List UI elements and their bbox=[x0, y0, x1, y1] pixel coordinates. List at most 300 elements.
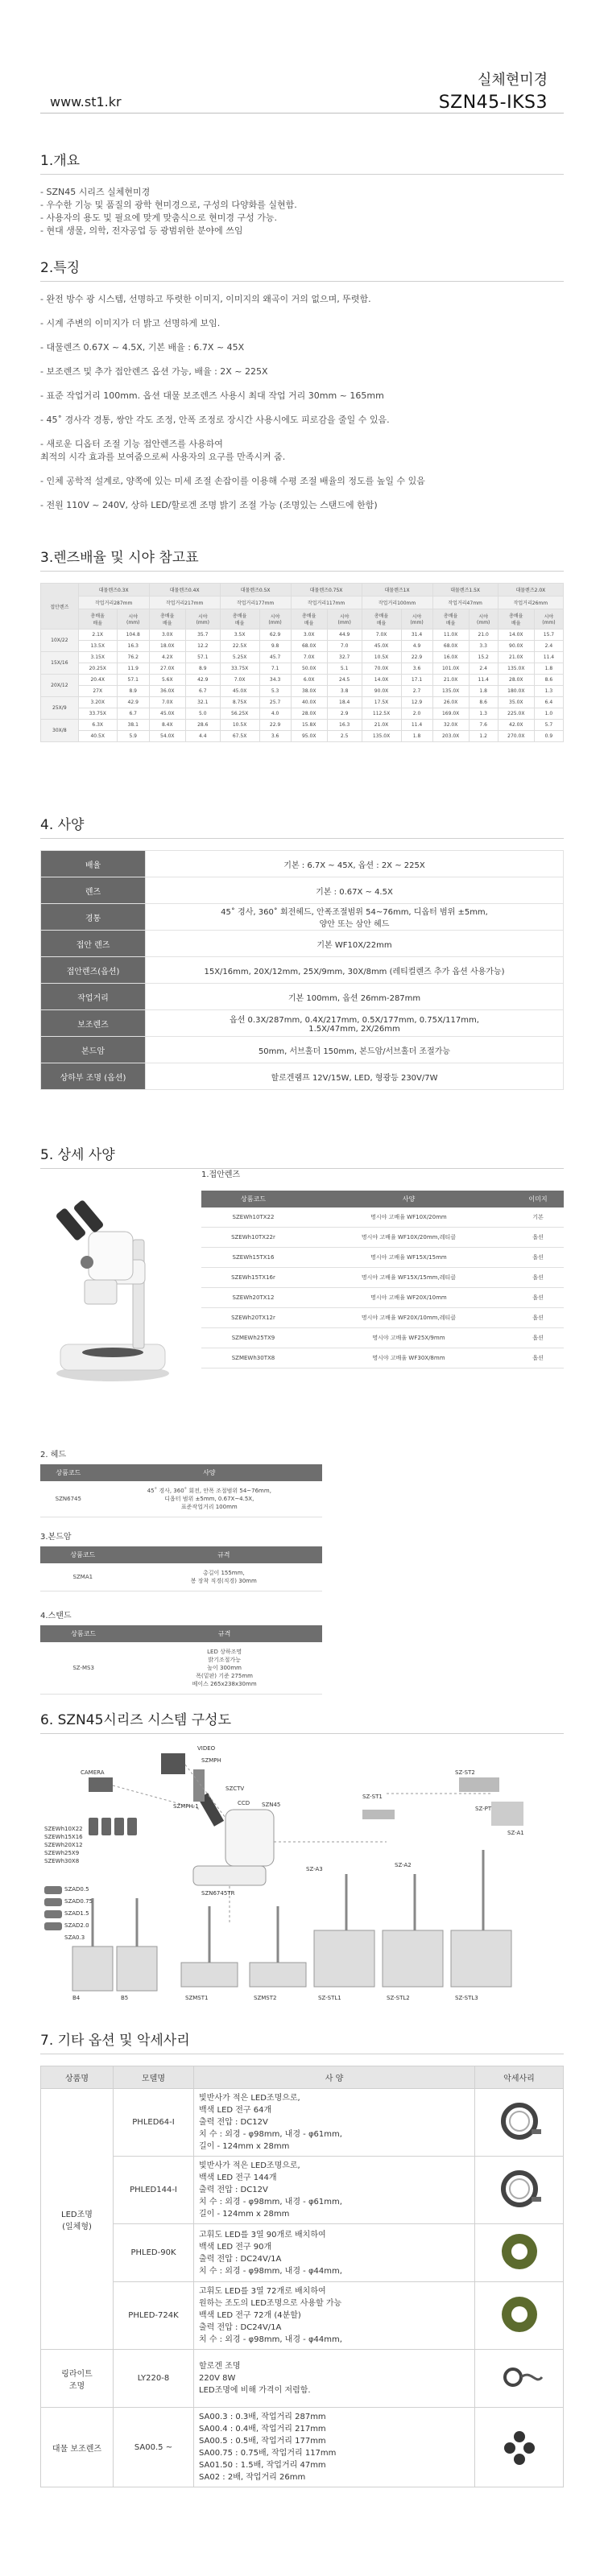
lens-value-cell: 67.5X bbox=[220, 731, 259, 742]
lens-value-cell: 34.3 bbox=[259, 675, 291, 686]
head-block bbox=[40, 1447, 322, 1517]
table-cell: 옵션 bbox=[512, 1348, 564, 1368]
header-divider bbox=[40, 113, 564, 114]
table-cell: SZN6745 bbox=[40, 1481, 97, 1517]
lens-value-cell: 2.0 bbox=[401, 708, 432, 720]
product-category: 실체현미경 bbox=[478, 72, 548, 89]
arm-title: 3.본드암 bbox=[40, 1533, 72, 1542]
lens-value-cell: 20.4X bbox=[78, 675, 117, 686]
column-header: 상품코드 bbox=[201, 1191, 305, 1208]
working-distance-header: 작업거리287mm bbox=[78, 597, 149, 609]
lens-value-cell: 10.5X bbox=[220, 720, 259, 731]
lens-value-cell: 4.0 bbox=[259, 708, 291, 720]
feature-item: - 전원 110V ~ 240V, 상하 LED/할로겐 조명 밝기 조절 가능 (조명있는 스탠드에 한함) bbox=[40, 500, 378, 510]
system-component-label: SZMST2 bbox=[254, 1995, 277, 2001]
lens-value-cell: 21.0X bbox=[362, 720, 401, 731]
spec-line: 고휘도 LED를 3열 72개로 배치하여 bbox=[199, 2287, 326, 2296]
field-of-view-header: 시야 (mm) bbox=[534, 609, 563, 630]
lens-value-cell: 33.75X bbox=[78, 708, 117, 720]
website-link[interactable]: www.st1.kr bbox=[50, 94, 122, 109]
lens-value-cell: 5.7 bbox=[534, 720, 563, 731]
spec-row bbox=[41, 1010, 564, 1037]
lens-value-cell: 2.4 bbox=[469, 663, 498, 675]
spec-value: 기본 WF10X/22mm bbox=[146, 931, 564, 957]
table-row bbox=[40, 1563, 322, 1591]
lens-value-cell: 56.25X bbox=[220, 708, 259, 720]
lens-value-cell: 7.0 bbox=[327, 641, 362, 652]
magnification-header: 총배율 배율 bbox=[498, 609, 534, 630]
lens-data-row bbox=[41, 652, 564, 663]
feature-item: - 새로운 디옵터 조절 기능 접안렌즈를 사용하여 최적의 시각 효과를 보여줌으로써 사용자의 요구를 만족시켜 줌. bbox=[40, 439, 286, 462]
lens-value-cell: 8.9 bbox=[117, 686, 149, 697]
spec-value: 기본 : 6.7X ~ 45X, 옵션 : 2X ~ 225X bbox=[146, 851, 564, 877]
column-header: 상품명 bbox=[41, 2066, 114, 2089]
system-component-label: SZAD1.5 bbox=[64, 1910, 89, 1917]
system-component-label: SZEWh10X22 bbox=[44, 1826, 83, 1832]
lens-value-cell: 0.9 bbox=[534, 731, 563, 742]
accessory-model: LY220-8 bbox=[114, 2350, 194, 2408]
column-header: 사양 bbox=[305, 1191, 512, 1208]
ring-light-icon bbox=[495, 2165, 544, 2213]
ring-light-icon bbox=[495, 2097, 544, 2145]
lens-value-cell: 7.0X bbox=[149, 697, 185, 708]
lens-value-cell: 3.5X bbox=[220, 630, 259, 641]
accessory-model: PHLED144-I bbox=[114, 2157, 194, 2224]
table-row bbox=[40, 1642, 322, 1695]
lens-data-row bbox=[41, 720, 564, 731]
accessory-model: PHLED-724K bbox=[114, 2282, 194, 2350]
feature-item: - 보조렌즈 및 추가 접안렌즈 옵션 가능, 배율 : 2X ~ 225X bbox=[40, 366, 268, 377]
system-component-label: B4 bbox=[72, 1995, 81, 2001]
accessory-spec bbox=[194, 2408, 475, 2487]
column-header: 상품코드 bbox=[40, 1546, 126, 1563]
spec-line: 백색 LED 전구 144개 bbox=[199, 2174, 277, 2182]
lens-value-cell: 32.7 bbox=[327, 652, 362, 663]
overview-item: - 우수한 기능 및 품질의 광학 현미경으로, 구성의 다양화를 실현함. bbox=[40, 200, 297, 210]
lens-value-cell: 8.6 bbox=[469, 697, 498, 708]
overview-title: 1.개요 bbox=[40, 149, 564, 175]
spec-table bbox=[40, 850, 564, 1090]
accessory-image-cell bbox=[475, 2282, 564, 2350]
lens-value-cell: 33.75X bbox=[220, 663, 259, 675]
lens-data-row bbox=[41, 663, 564, 675]
system-component-label: SZ-A1 bbox=[507, 1830, 524, 1836]
accessories-section bbox=[40, 2029, 564, 2487]
system-component-label: SZN45 bbox=[262, 1802, 281, 1808]
spec-value: 45˚ 경사, 360˚ 회전헤드, 안폭조절범위 54~76mm, 디옵터 범위 ±5mm, 양안 또는 삼안 헤드 bbox=[146, 904, 564, 931]
arm-table bbox=[40, 1546, 322, 1591]
lens-value-cell: 11.4 bbox=[469, 675, 498, 686]
spec-row bbox=[41, 877, 564, 904]
accessory-row bbox=[41, 2408, 564, 2487]
lens-value-cell: 70.0X bbox=[362, 663, 401, 675]
lens-value-cell: 2.5 bbox=[327, 731, 362, 742]
working-distance-header: 작업거리47mm bbox=[432, 597, 498, 609]
table-cell: SZMEWh25TX9 bbox=[201, 1328, 305, 1348]
system-component-label: SZ-ST2 bbox=[455, 1769, 475, 1776]
accessory-row bbox=[41, 2282, 564, 2350]
system-diagram-art bbox=[40, 1745, 564, 2027]
stand-table bbox=[40, 1625, 322, 1695]
spec-line: 출력 전압 : DC24V/1A bbox=[199, 2323, 282, 2332]
lens-value-cell: 12.9 bbox=[401, 697, 432, 708]
lens-value-cell: 14.0X bbox=[362, 675, 401, 686]
lens-value-cell: 3.15X bbox=[78, 652, 117, 663]
lens-value-cell: 135.0X bbox=[498, 663, 534, 675]
table-header-row bbox=[40, 1625, 322, 1642]
eyepiece-block bbox=[201, 1167, 564, 1368]
table-cell: 명시야 고배율 WF20X/10mm,레티클 bbox=[305, 1308, 512, 1328]
table-cell: SZEWh10TX22r bbox=[201, 1228, 305, 1248]
system-title: 6. SZN45시리즈 시스템 구성도 bbox=[40, 1708, 564, 1734]
spec-line: 220V 8W bbox=[199, 2374, 236, 2383]
table-cell: 명시야 고배율 WF10X/20mm,레티클 bbox=[305, 1228, 512, 1248]
spec-line: 백색 LED 전구 90개 bbox=[199, 2242, 272, 2252]
lens-value-cell: 5.6X bbox=[149, 675, 185, 686]
lens-value-cell: 169.0X bbox=[432, 708, 469, 720]
table-row bbox=[201, 1268, 564, 1288]
lens-value-cell: 20.25X bbox=[78, 663, 117, 675]
spec-line: LED조명에 비해 가격이 저렴함. bbox=[199, 2386, 311, 2395]
accessory-row bbox=[41, 2089, 564, 2157]
system-component-label: VIDEO bbox=[197, 1745, 216, 1752]
lens-value-cell: 1.0 bbox=[534, 708, 563, 720]
table-row bbox=[201, 1348, 564, 1368]
spec-key: 보조렌즈 bbox=[41, 1010, 146, 1037]
lens-value-cell: 45.0X bbox=[220, 686, 259, 697]
lens-value-cell: 4.4 bbox=[185, 731, 220, 742]
lens-data-row bbox=[41, 708, 564, 720]
lens-value-cell: 7.0X bbox=[220, 675, 259, 686]
led-ring-icon bbox=[495, 2290, 544, 2339]
eyepiece-cell: 30X/8 bbox=[41, 720, 79, 742]
lens-value-cell: 135.0X bbox=[362, 731, 401, 742]
table-cell: 명시야 고배율 WF10X/20mm bbox=[305, 1208, 512, 1228]
table-cell: 옵션 bbox=[512, 1268, 564, 1288]
table-row bbox=[201, 1308, 564, 1328]
system-section bbox=[40, 1708, 564, 2027]
system-component-label: SZ-A2 bbox=[395, 1862, 412, 1868]
feature-item: - 인체 공학적 설계로, 양쪽에 있는 미세 조절 손잡이를 이용해 수평 조절 배율의 정도를 높일 수 있음 bbox=[40, 476, 425, 486]
accessory-image-cell bbox=[475, 2089, 564, 2157]
lens-value-cell: 7.6 bbox=[469, 720, 498, 731]
column-header: 모델명 bbox=[114, 2066, 194, 2089]
lens-value-cell: 8.9 bbox=[185, 663, 220, 675]
lens-value-cell: 112.5X bbox=[362, 708, 401, 720]
lens-value-cell: 1.3 bbox=[469, 708, 498, 720]
lens-value-cell: 21.0X bbox=[432, 675, 469, 686]
lens-value-cell: 18.0X bbox=[149, 641, 185, 652]
table-cell: SZMEWh30TX8 bbox=[201, 1348, 305, 1368]
eyepiece-cell: 25X/9 bbox=[41, 697, 79, 720]
lens-value-cell: 3.0X bbox=[149, 630, 185, 641]
lens-value-cell: 5.0 bbox=[185, 708, 220, 720]
lens-value-cell: 101.0X bbox=[432, 663, 469, 675]
system-component-label: SZMPH-1 bbox=[173, 1803, 199, 1810]
system-diagram bbox=[40, 1745, 564, 2027]
lens-value-cell: 22.5X bbox=[220, 641, 259, 652]
lens-value-cell: 3.6 bbox=[259, 731, 291, 742]
overview-item: - 사용자의 용도 및 필요에 맞게 맞춤식으로 현미경 구성 가능. bbox=[40, 213, 277, 223]
led-ring-icon bbox=[495, 2227, 544, 2276]
lens-value-cell: 45.0X bbox=[149, 708, 185, 720]
system-component-label: SZ-ST1 bbox=[362, 1794, 383, 1800]
lens-value-cell: 62.9 bbox=[259, 630, 291, 641]
lens-value-cell: 32.1 bbox=[185, 697, 220, 708]
column-header: 상품코드 bbox=[40, 1464, 97, 1481]
system-component-label: SZEWh15X16 bbox=[44, 1834, 83, 1840]
spec-line: 원하는 조도의 LED조명으로 사용할 가능 bbox=[199, 2299, 342, 2308]
table-cell: 명시야 고배율 WF20X/10mm bbox=[305, 1288, 512, 1308]
eyepiece-cell: 15X/16 bbox=[41, 652, 79, 675]
lens-value-cell: 11.4 bbox=[401, 720, 432, 731]
spec-key: 본드암 bbox=[41, 1037, 146, 1063]
spec-line: 출력 전압 : DC24V/1A bbox=[199, 2254, 282, 2264]
lens-value-cell: 76.2 bbox=[117, 652, 149, 663]
spec-line: SA01.50 : 1.5배, 작업거리 47mm bbox=[199, 2461, 326, 2470]
system-component-label: SZAD0.75 bbox=[64, 1898, 93, 1905]
column-header: 상품코드 bbox=[40, 1625, 126, 1642]
lens-value-cell: 8.75X bbox=[220, 697, 259, 708]
feature-item: - 표준 작업거리 100mm. 옵션 대물 보조렌즈 사용시 최대 작업 거리 30mm ~ 165mm bbox=[40, 390, 384, 401]
accessory-image-cell bbox=[475, 2350, 564, 2408]
lens-value-cell: 3.3 bbox=[469, 641, 498, 652]
working-distance-header: 작업거리26mm bbox=[498, 597, 563, 609]
magnification-header: 총배율 배율 bbox=[432, 609, 469, 630]
lens-value-cell: 22.9 bbox=[401, 652, 432, 663]
page-header bbox=[40, 0, 564, 137]
lens-value-cell: 38.1 bbox=[117, 720, 149, 731]
lens-value-cell: 104.8 bbox=[117, 630, 149, 641]
system-component-label: SZ-STL2 bbox=[387, 1995, 410, 2001]
lens-data-row bbox=[41, 731, 564, 742]
table-cell: SZMA1 bbox=[40, 1563, 126, 1591]
system-component-label: SZEWh25X9 bbox=[44, 1850, 80, 1856]
spec-line: SA00.4 : 0.4배, 작업거리 217mm bbox=[199, 2425, 326, 2434]
spec-value: 50mm, 서브홀더 150mm, 본드암/서브홀더 조절가능 bbox=[146, 1037, 564, 1063]
table-cell: SZEWh10TX22 bbox=[201, 1208, 305, 1228]
table-cell: SZEWh20TX12 bbox=[201, 1288, 305, 1308]
lens-value-cell: 5.1 bbox=[327, 663, 362, 675]
field-of-view-header: 시야 (mm) bbox=[185, 609, 220, 630]
accessory-spec bbox=[194, 2282, 475, 2350]
table-cell: SZEWh20TX12r bbox=[201, 1308, 305, 1328]
accessory-model: SA00.5 ~ bbox=[114, 2408, 194, 2487]
feature-item: - 45˚ 경사각 경통, 쌍안 각도 조정, 안폭 조정로 장시간 사용시에도 피로감을 줄일 수 있음. bbox=[40, 415, 390, 425]
magnification-header: 총배율 배율 bbox=[220, 609, 259, 630]
lens-value-cell: 16.3 bbox=[117, 641, 149, 652]
spec-key: 상하부 조명 (옵션) bbox=[41, 1063, 146, 1090]
lens-value-cell: 42.9 bbox=[185, 675, 220, 686]
lens-corner-cell: 접안렌즈 bbox=[41, 584, 79, 630]
lens-value-cell: 14.0X bbox=[498, 630, 534, 641]
lens-value-cell: 32.0X bbox=[432, 720, 469, 731]
accessory-image-cell bbox=[475, 2224, 564, 2282]
spec-line: SA00.5 : 0.5배, 작업거리 177mm bbox=[199, 2437, 326, 2446]
table-cell: 옵션 bbox=[512, 1328, 564, 1348]
lens-value-cell: 26.0X bbox=[432, 697, 469, 708]
lens-value-cell: 3.0X bbox=[291, 630, 327, 641]
table-cell: SZEWh15TX16 bbox=[201, 1248, 305, 1268]
accessory-image-cell bbox=[475, 2408, 564, 2487]
spec-row bbox=[41, 984, 564, 1010]
lens-value-cell: 1.2 bbox=[469, 731, 498, 742]
overview-item: - SZN45 시리즈 실체현미경 bbox=[40, 187, 151, 197]
arm-block bbox=[40, 1530, 322, 1591]
system-component-label: SZAD0.5 bbox=[64, 1886, 89, 1893]
column-header: 사 양 bbox=[194, 2066, 475, 2089]
spec-value: 옵션 0.3X/287mm, 0.4X/217mm, 0.5X/177mm, 0.75X/117mm, 1.5X/47mm, 2X/26mm bbox=[146, 1010, 564, 1037]
table-header-row bbox=[201, 1191, 564, 1208]
accessory-group: 대물 보조렌즈 bbox=[41, 2408, 114, 2487]
spec-row bbox=[41, 904, 564, 931]
objective-header: 대물렌즈1.5X bbox=[432, 584, 498, 597]
spec-line: SA02 : 2배, 작업거리 26mm bbox=[199, 2473, 306, 2482]
lens-value-cell: 15.2 bbox=[469, 652, 498, 663]
column-header: 이미지 bbox=[512, 1191, 564, 1208]
field-of-view-header: 시야 (mm) bbox=[469, 609, 498, 630]
lens-value-cell: 6.4 bbox=[534, 697, 563, 708]
lens-value-cell: 42.0X bbox=[498, 720, 534, 731]
aux-lens-icon bbox=[495, 2422, 544, 2471]
spec-line: 치 수 : 외경 - φ98mm, 내경 - φ61mm, bbox=[199, 2198, 342, 2207]
features-title: 2.특징 bbox=[40, 256, 564, 282]
table-cell: 명시야 고배율 WF15X/15mm bbox=[305, 1248, 512, 1268]
magnification-header: 총배율 배율 bbox=[149, 609, 185, 630]
spec-row bbox=[41, 1037, 564, 1063]
lens-value-cell: 6.7 bbox=[185, 686, 220, 697]
lens-table-title: 3.렌즈배율 및 시야 참고표 bbox=[40, 546, 564, 572]
table-row bbox=[201, 1248, 564, 1268]
lens-value-cell: 203.0X bbox=[432, 731, 469, 742]
lens-value-cell: 31.4 bbox=[401, 630, 432, 641]
field-of-view-header: 시야 (mm) bbox=[259, 609, 291, 630]
lens-data-row bbox=[41, 641, 564, 652]
working-distance-header: 작업거리217mm bbox=[149, 597, 220, 609]
lens-value-cell: 36.0X bbox=[149, 686, 185, 697]
table-cell: 기본 bbox=[512, 1208, 564, 1228]
lens-value-cell: 45.0X bbox=[362, 641, 401, 652]
spec-key: 접안 렌즈 bbox=[41, 931, 146, 957]
features-section bbox=[40, 256, 564, 523]
features-list bbox=[40, 293, 564, 512]
table-header-row bbox=[40, 1464, 322, 1481]
system-component-label: SZEWh20X12 bbox=[44, 1842, 83, 1848]
accessory-group: LED조명 (일체형) bbox=[41, 2089, 114, 2350]
lens-value-cell: 16.3 bbox=[327, 720, 362, 731]
spec-section bbox=[40, 813, 564, 1090]
lens-value-cell: 68.0X bbox=[432, 641, 469, 652]
lens-value-cell: 11.4 bbox=[534, 652, 563, 663]
lens-value-cell: 17.1 bbox=[401, 675, 432, 686]
lens-value-cell: 24.5 bbox=[327, 675, 362, 686]
lens-value-cell: 13.5X bbox=[78, 641, 117, 652]
lens-value-cell: 6.7 bbox=[117, 708, 149, 720]
detail-title: 5. 상세 사양 bbox=[40, 1143, 564, 1169]
lens-value-cell: 16.0X bbox=[432, 652, 469, 663]
table-cell: 총길이 155mm, 봉 장착 직경(직경) 30mm bbox=[126, 1563, 322, 1591]
spec-line: 길이 - 124mm x 28mm bbox=[199, 2210, 290, 2219]
lens-value-cell: 15.8X bbox=[291, 720, 327, 731]
lens-value-cell: 57.1 bbox=[117, 675, 149, 686]
fiber-light-icon bbox=[495, 2353, 544, 2401]
system-component-label: SZ-STL1 bbox=[318, 1995, 341, 2001]
objective-header: 대물렌즈0.4X bbox=[149, 584, 220, 597]
lens-value-cell: 17.5X bbox=[362, 697, 401, 708]
lens-header-row bbox=[41, 584, 564, 597]
accessory-model: PHLED64-I bbox=[114, 2089, 194, 2157]
spec-value: 할로겐램프 12V/15W, LED, 형광등 230V/7W bbox=[146, 1063, 564, 1090]
lens-value-cell: 68.0X bbox=[291, 641, 327, 652]
lens-value-cell: 2.7 bbox=[401, 686, 432, 697]
lens-value-cell: 4.2X bbox=[149, 652, 185, 663]
column-header: 사양 bbox=[97, 1464, 322, 1481]
spec-line: SA00.75 : 0.75배, 작업거리 117mm bbox=[199, 2449, 337, 2458]
system-component-label: SZ-A3 bbox=[306, 1866, 323, 1872]
overview-section bbox=[40, 149, 564, 237]
lens-wd-row bbox=[41, 597, 564, 609]
table-cell: SZ-MS3 bbox=[40, 1642, 126, 1695]
spec-line: SA00.3 : 0.3배, 작업거리 287mm bbox=[199, 2413, 326, 2421]
table-header-row bbox=[40, 1546, 322, 1563]
spec-row bbox=[41, 851, 564, 877]
lens-value-cell: 270.0X bbox=[498, 731, 534, 742]
microscope-illustration bbox=[48, 1191, 177, 1385]
lens-value-cell: 18.4 bbox=[327, 697, 362, 708]
column-header: 규격 bbox=[126, 1546, 322, 1563]
spec-line: 길이 - 124mm x 28mm bbox=[199, 2142, 290, 2151]
lens-value-cell: 135.0X bbox=[432, 686, 469, 697]
eyepiece-table bbox=[201, 1191, 564, 1368]
table-cell: 명시야 고배율 WF30X/8mm bbox=[305, 1348, 512, 1368]
lens-value-cell: 1.8 bbox=[401, 731, 432, 742]
lens-data-row bbox=[41, 686, 564, 697]
lens-value-cell: 4.9 bbox=[401, 641, 432, 652]
field-of-view-header: 시야 (mm) bbox=[117, 609, 149, 630]
table-row bbox=[201, 1228, 564, 1248]
lens-value-cell: 28.0X bbox=[498, 675, 534, 686]
table-cell: SZEWh15TX16r bbox=[201, 1268, 305, 1288]
eyepiece-cell: 20X/12 bbox=[41, 675, 79, 697]
lens-value-cell: 2.1X bbox=[78, 630, 117, 641]
lens-value-cell: 21.0 bbox=[469, 630, 498, 641]
accessories-table bbox=[40, 2066, 564, 2487]
objective-header: 대물렌즈0.75X bbox=[291, 584, 362, 597]
feature-item: - 완전 방수 광 시스템, 선명하고 뚜렷한 이미지, 이미지의 왜곡이 거의 없으며, 뚜렷함. bbox=[40, 294, 371, 304]
lens-value-cell: 25.7 bbox=[259, 697, 291, 708]
table-cell: 옵션 bbox=[512, 1288, 564, 1308]
system-component-label: SZ-PT bbox=[475, 1806, 492, 1812]
field-of-view-header: 시야 (mm) bbox=[327, 609, 362, 630]
system-component-label: SZCTV bbox=[225, 1785, 245, 1792]
lens-value-cell: 5.25X bbox=[220, 652, 259, 663]
spec-line: 백색 LED 전구 72개 (4분할) bbox=[199, 2311, 301, 2320]
accessory-row bbox=[41, 2157, 564, 2224]
magnification-header: 총배율 배율 bbox=[78, 609, 117, 630]
accessories-title: 7. 기타 옵션 및 악세사리 bbox=[40, 2029, 564, 2054]
field-of-view-header: 시야 (mm) bbox=[401, 609, 432, 630]
accessory-model: PHLED-90K bbox=[114, 2224, 194, 2282]
accessory-spec bbox=[194, 2224, 475, 2282]
lens-value-cell: 225.0X bbox=[498, 708, 534, 720]
table-cell: LED 상하조명 밝기조절가능 높이 300mm 폭(밑판) 기준 275mm 베이스 265x238x30mm bbox=[126, 1642, 322, 1695]
lens-value-cell: 2.9 bbox=[327, 708, 362, 720]
lens-value-cell: 8.6 bbox=[534, 675, 563, 686]
lens-value-cell: 9.8 bbox=[259, 641, 291, 652]
eyepiece-title: 1.접안렌즈 bbox=[201, 1170, 241, 1179]
feature-item: - 대물렌즈 0.67X ~ 4.5X, 기본 배율 : 6.7X ~ 45X bbox=[40, 342, 245, 353]
lens-value-cell: 3.20X bbox=[78, 697, 117, 708]
